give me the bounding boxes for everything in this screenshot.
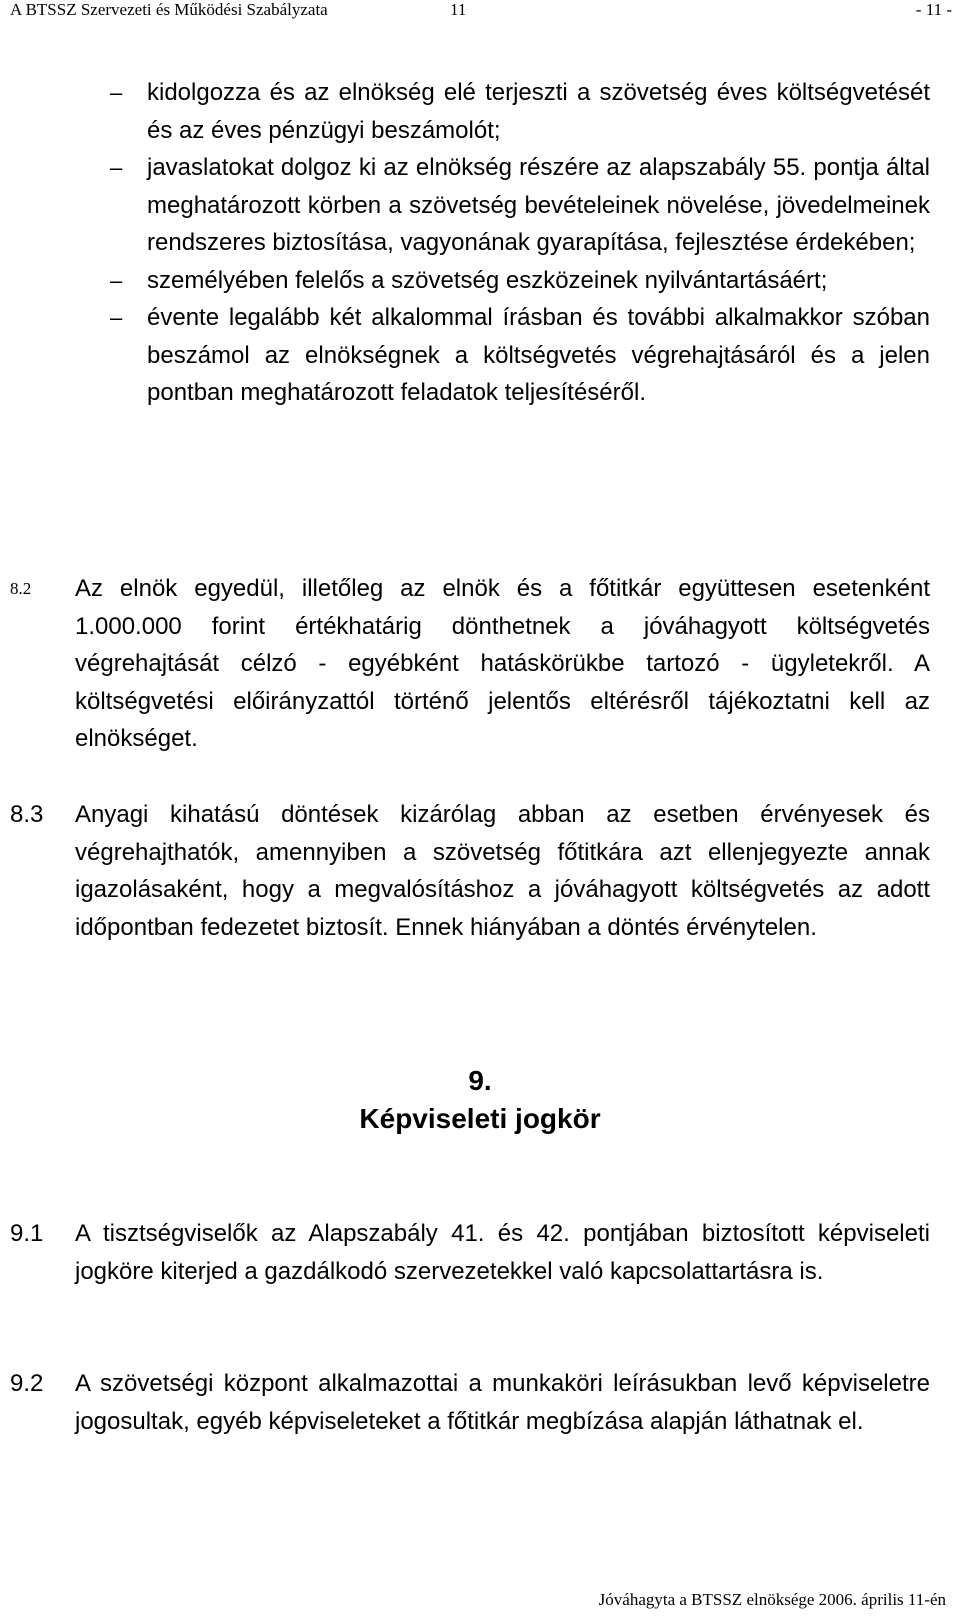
list-item-text: évente legalább két alkalommal írásban és további alkalmakkor szóban beszámol az elnökségnek a költségvetés végrehajtásáról és a jelen pontban meghatározott feladatok teljesítéséről.	[147, 304, 930, 406]
header-number: 11	[450, 0, 467, 19]
page-header	[10, 0, 952, 22]
section-title: Képviseleti jogkör	[359, 1103, 601, 1134]
list-item-text: javaslatokat dolgoz ki az elnökség részére az alapszabály 55. pontja által meghatározott körben a szövetség bevételeinek növelése, jövedelmeinek rendszeres biztosítása, vagyonának gyarapítása, fejlesztése érdekében;	[147, 154, 930, 256]
header-title: A BTSSZ Szervezeti és Működési Szabályzata	[10, 0, 328, 19]
list-item-text: kidolgozza és az elnökség elé terjeszti a szövetség éves költségvetését és az éves pénzügyi beszámolót;	[147, 79, 930, 144]
paragraph-9-2	[0, 1365, 960, 1440]
paragraph-number: 8.3	[10, 801, 44, 828]
section-number: 9.	[468, 1065, 492, 1096]
dash-bullet: –	[110, 305, 123, 330]
paragraph-number: 9.1	[10, 1220, 44, 1247]
dash-bullet: –	[110, 80, 123, 105]
dash-list	[0, 74, 960, 412]
paragraph-number: 8.2	[10, 579, 32, 598]
list-item	[0, 74, 930, 149]
header-page-number: - 11 -	[915, 0, 952, 19]
paragraph-text: A szövetségi központ alkalmazottai a munkaköri leírásukban levő képviseletre jogosultak, egyéb képviseleteket a főtitkár megbízása alapján láthatnak el.	[75, 1370, 930, 1435]
paragraph-8-2	[0, 570, 960, 758]
dash-bullet: –	[110, 155, 123, 180]
page-footer: Jóváhagyta a BTSSZ elnöksége 2006. április 11-én	[598, 1590, 946, 1609]
list-item-text: személyében felelős a szövetség eszközeinek nyilvántartásáért;	[147, 266, 828, 294]
paragraph-9-1	[0, 1215, 960, 1290]
paragraph-text: Az elnök egyedül, illetőleg az elnök és a főtitkár együttesen esetenként 1.000.000 forint értékhatárig dönthetnek a jóváhagyott költségvetés végrehajtását célzó - egyébként hatáskörükbe tartozó - ügyletekről. A költségvetési előirányzattól történő jelentős eltérésről tájékoztatni kell az elnökséget.	[75, 575, 930, 752]
paragraph-text: Anyagi kihatású döntések kizárólag abban az esetben érvényesek és végrehajthatók, amennyiben a szövetség főtitkára azt ellenjegyezte annak igazolásaként, hogy a megvalósításhoz a jóváhagyott költségvetés az adott időpontban fedezetet biztosít. Ennek hiányában a döntés érvénytelen.	[75, 801, 930, 941]
paragraph-8-3	[0, 796, 960, 946]
paragraph-text: A tisztségviselők az Alapszabály 41. és 42. pontjában biztosított képviseleti jogköre kiterjed a gazdálkodó szervezetekkel való kapcsolattartásra is.	[75, 1220, 930, 1285]
paragraph-number: 9.2	[10, 1370, 44, 1397]
list-item	[0, 299, 930, 412]
list-item	[0, 149, 930, 262]
dash-bullet: –	[110, 267, 123, 293]
list-item	[0, 262, 930, 300]
